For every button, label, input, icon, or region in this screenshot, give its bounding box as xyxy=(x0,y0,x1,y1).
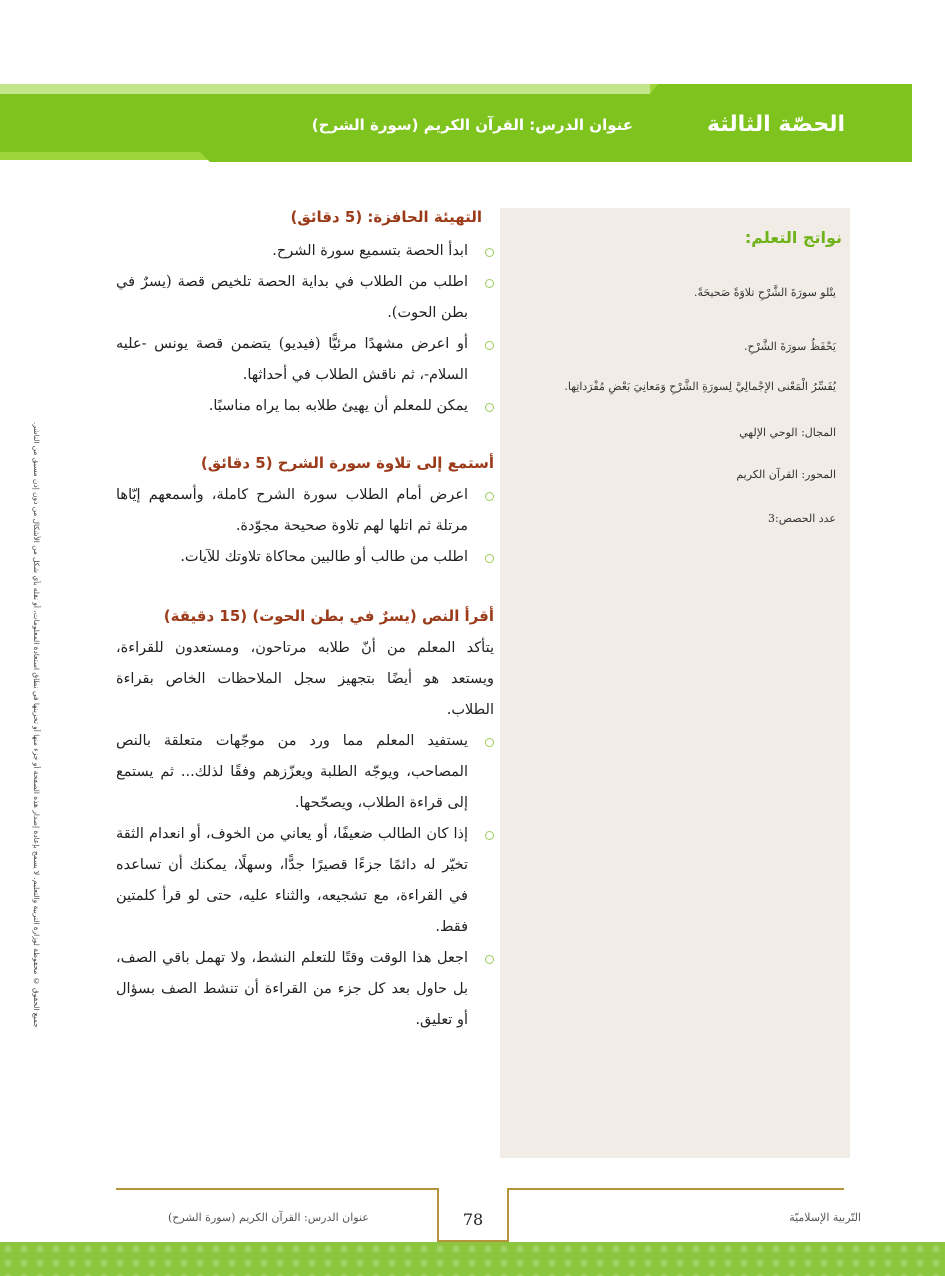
list-item: اجعل هذا الوقت وقتًا للتعلم النشط، ولا تهمل باقي الصف، بل حاول بعد كل جزء من القراءة أن تنشط الصف بسؤال أو تعليق. xyxy=(116,943,494,1036)
list-item: اعرض أمام الطلاب سورة الشرح كاملة، وأسمعهم إيّاها مرتلة ثم اتلها لهم تلاوة صحيحة مجوّدة. xyxy=(116,480,494,542)
learning-outcomes-panel xyxy=(500,208,850,1158)
list-item: إذا كان الطالب ضعيفًا، أو يعاني من الخوف، أو انعدام الثقة تخيّر له دائمًا جزءًا قصيرًا جدًّا، وسهلًا، يمكنك أن تساعده في القراءة، مع تشجيعه، والثناء عليه، حتى لو قرأ كلمتين فقط. xyxy=(116,819,494,943)
outcome-item: يَحْفَظُ سورَةَ الشَّرْحِ. xyxy=(743,340,836,353)
axis-label: المحور: القرآن الكريم xyxy=(736,468,836,481)
lesson-content xyxy=(116,200,494,1036)
bullet-icon xyxy=(485,403,494,412)
bullet-icon xyxy=(485,492,494,501)
lesson-title: عنوان الدرس: القرآن الكريم (سورة الشرح) xyxy=(311,116,633,134)
sessions-count: عدد الحصص:3 xyxy=(768,512,836,525)
list-item: ابدأ الحصة بتسميع سورة الشرح. xyxy=(116,236,494,267)
bullet-icon xyxy=(485,955,494,964)
warmup-list xyxy=(116,236,494,422)
bullet-icon xyxy=(485,279,494,288)
bullet-icon xyxy=(485,341,494,350)
list-item: أو اعرض مشهدًا مرئيًّا (فيديو) يتضمن قصة يونس -عليه السلام-، ثم ناقش الطلاب في أحداثها. xyxy=(116,329,494,391)
list-item: يستفيد المعلم مما ورد من موجّهات متعلقة بالنص المصاحب، ويوجّه الطلبة ويعزّزهم وفقًا لذلك... ثم يستمع إلى قراءة الطلاب، ويصحّحها. xyxy=(116,726,494,819)
bullet-icon xyxy=(485,248,494,257)
read-list xyxy=(116,726,494,1036)
copyright-notice: جميع الحقوق © محفوظة لوزارة التربية والتعليم. لا يسمح بإعادة إصدار هذه الصفحة أو جزء منها أو تخزينها في نطاق استعادة المعلومات، أو نقله بأي شكل من الأشكال من دون إذن مسبق من الناشر. xyxy=(32,422,41,1028)
session-title: الحصّة الثالثة xyxy=(707,112,845,137)
outcomes-title: نواتج التعلم: xyxy=(744,228,842,247)
list-item: اطلب من طالب أو طالبين محاكاة تلاوتك للآيات. xyxy=(116,542,494,573)
section-warmup-title: التهيئة الحافزة: (5 دقائق) xyxy=(290,208,482,226)
listen-list xyxy=(116,480,494,573)
list-item: اطلب من الطلاب في بداية الحصة تلخيص قصة (يسرٌ في بطن الحوت). xyxy=(116,267,494,329)
bullet-icon xyxy=(485,831,494,840)
decorative-bottom-band xyxy=(0,1242,945,1276)
page-number: 78 xyxy=(462,1210,484,1229)
footer-rule xyxy=(116,1188,438,1190)
read-intro-paragraph: يتأكد المعلم من أنّ طلابه مرتاحون، ومستعدون للقراءة، ويستعد هو أيضًا بتجهيز سجل الملاحظات الخاص بقراءة الطلاب. xyxy=(116,640,494,718)
bullet-icon xyxy=(485,738,494,747)
bullet-icon xyxy=(485,554,494,563)
footer-lesson: عنوان الدرس: القرآن الكريم (سورة الشرح) xyxy=(168,1211,369,1224)
list-item: يمكن للمعلم أن يهيئ طلابه بما يراه مناسبًا. xyxy=(116,391,494,422)
header-strip xyxy=(0,84,650,94)
section-read-title: أقرأ النص (يسرٌ في بطن الحوت) (15 دقيقة) xyxy=(163,607,494,625)
outcome-item: يُفَسِّرُ الْمَعْنى الإجْمالِيَّ لِسورَةِ الشَّرْحِ وَمَعانِيَ بَعْضِ مُفْرَداتِها. xyxy=(564,380,836,393)
footer-rule xyxy=(508,1188,844,1190)
domain-label: المجال: الوحي الإلهي xyxy=(739,426,836,439)
outcome-item: يتْلو سورَةَ الشَّرْحِ تلاوَةً صَحيحَةً. xyxy=(693,286,836,299)
footer-subject: التّربية الإسلاميّة xyxy=(789,1211,861,1224)
section-listen-title: أستمع إلى تلاوة سورة الشرح (5 دقائق) xyxy=(200,454,494,472)
